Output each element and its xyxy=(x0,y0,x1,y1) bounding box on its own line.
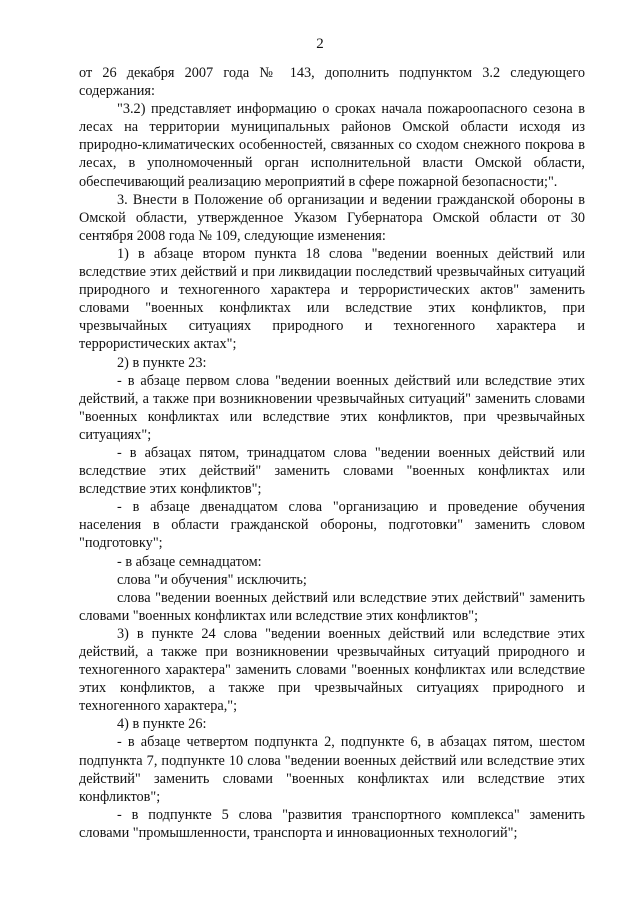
page-number: 2 xyxy=(316,36,324,52)
paragraph: 3) в пункте 24 слова "ведении военных действий или вследствие этих действий, а также при возникновении чрезвычайных ситуаций природного и техногенного характера" заменить словами "военных конфликтах или вследствие этих конфликтов, а также при чрезвычайных ситуациях природного и техногенного характера,"; xyxy=(79,625,585,715)
paragraph: - в абзаце семнадцатом: xyxy=(117,553,262,570)
paragraph: - в абзаце четвертом подпункта 2, подпункте 6, в абзацах пятом, шестом подпункта 7, подпункте 10 слова "ведении военных действий или вследствие этих действий" заменить словами "военных конфликтах или вследствие этих конфликтов"; xyxy=(79,734,585,805)
paragraph: слова "ведении военных действий или вследствие этих действий" заменить словами "военных конфликтах или вследствие этих конфликтов"; xyxy=(79,589,585,624)
paragraph: 4) в пункте 26: xyxy=(117,716,207,733)
paragraph: от 26 декабря 2007 года № 143, дополнить подпунктом 3.2 следующего содержания: xyxy=(79,65,585,100)
paragraph: - в подпункте 5 слова "развития транспортного комплекса" заменить словами "промышленности, транспорта и инновационных технологий"; xyxy=(79,806,585,841)
paragraph: слова "и обучения" исключить; xyxy=(117,571,307,588)
document-body xyxy=(79,64,585,842)
paragraph: 2) в пункте 23: xyxy=(117,354,207,371)
paragraph: 3. Внести в Положение об организации и ведении гражданской обороны в Омской области, утвержденное Указом Губернатора Омской области от 30 сентября 2008 года № 109, следующие изменения: xyxy=(79,191,585,244)
paragraph: - в абзаце первом слова "ведении военных действий или вследствие этих действий, а также при возникновении чрезвычайных ситуаций" заменить словами "военных конфликтах или вследствие этих конфликтов, при чрезвычайных ситуациях"; xyxy=(79,372,585,443)
paragraph: - в абзаце двенадцатом слова "организацию и проведение обучения населения в области гражданской обороны, подготовки" заменить словом "подготовку"; xyxy=(79,499,585,552)
paragraph: "3.2) представляет информацию о сроках начала пожароопасного сезона в лесах на территории муниципальных районов Омской области исходя из природно-климатических особенностей, связанных со сходом снежного покрова в лесах, в уполномоченный орган исполнительной власти Омской области, обеспечивающий реализацию мероприятий в сфере пожарной безопасности;". xyxy=(79,101,585,190)
paragraph: 1) в абзаце втором пункта 18 слова "ведении военных действий или вследствие этих действий и при ликвидации последствий чрезвычайных ситуаций природного и техногенного характера и террористических актов" заменить словами "военных конфликтах или вследствие этих конфликтов, при чрезвычайных ситуациях природного и техногенного характера и террористических актах"; xyxy=(79,245,585,353)
paragraph: - в абзацах пятом, тринадцатом слова "ведении военных действий или вследствие этих действий" заменить словами "военных конфликтах или вследствие этих конфликтов"; xyxy=(79,444,585,498)
